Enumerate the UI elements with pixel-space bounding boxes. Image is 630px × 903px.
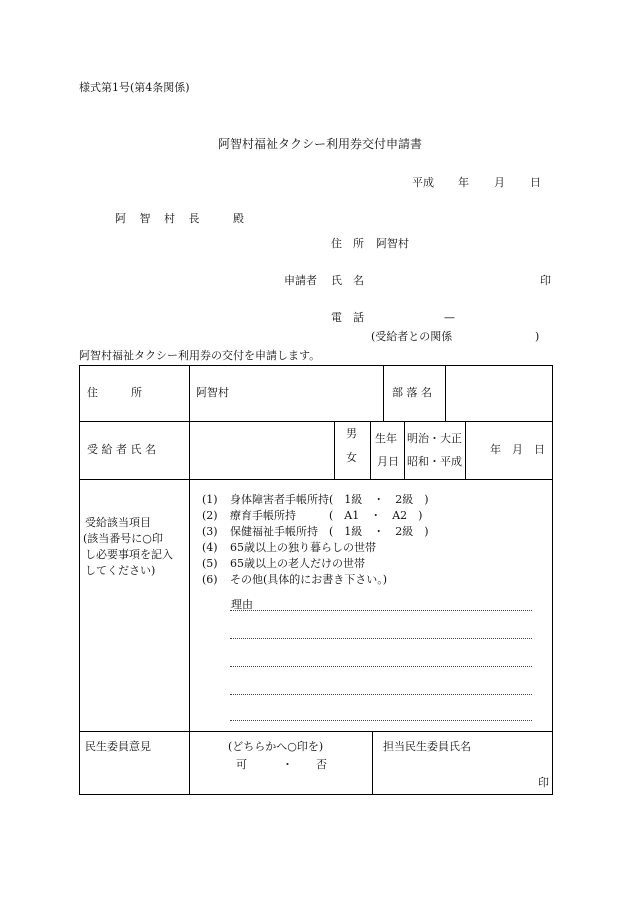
era-option-2: 昭和・平成: [407, 455, 462, 468]
eligibility-label-line4: してください): [85, 564, 156, 577]
column-divider: [465, 421, 466, 479]
form-number: 様式第1号(第4条関係): [79, 81, 190, 94]
row-divider: [80, 479, 552, 480]
choice-approve: 可: [236, 758, 247, 771]
applicant-address-label: 住 所: [331, 237, 364, 250]
committee-member-seal: 印: [538, 776, 549, 789]
applicant-name-label: 氏 名: [331, 274, 364, 287]
date-day: 日: [530, 176, 541, 189]
addressee-honorific: 殿: [233, 212, 244, 225]
committee-opinion-label: 民生委員意見: [85, 740, 151, 753]
item-number: (4): [202, 541, 218, 554]
row-divider: [80, 731, 552, 732]
item-text: 身体障害者手帳所持( 1級 ・ 2級 ): [230, 493, 429, 506]
eligibility-item: [202, 525, 429, 538]
committee-member-name-label: 担当民生委員氏名: [383, 740, 471, 753]
eligibility-item: [202, 573, 388, 586]
address-label-cell: 住 所: [87, 386, 142, 399]
reason-label: 理由: [231, 598, 253, 611]
item-number: (3): [202, 525, 218, 538]
column-divider: [404, 421, 405, 479]
choice-separator: ・: [282, 758, 293, 771]
era-option-1: 明治・大正: [407, 432, 462, 445]
reason-line: [230, 720, 532, 721]
birth-label-line2: 月日: [377, 455, 399, 468]
column-divider: [334, 421, 335, 479]
relation-open: (受給者との関係: [371, 330, 453, 343]
reason-line: [230, 610, 532, 611]
item-text: その他(具体的にお書き下さい。): [230, 573, 388, 586]
row-divider: [80, 421, 552, 422]
applicant-seal: 印: [540, 274, 551, 287]
recipient-name-label: 受 給 者 氏 名: [87, 443, 156, 456]
applicant-phone-dash: —: [444, 311, 455, 324]
eligibility-label-line2: (該当番号に○印: [83, 532, 163, 545]
relation-close: ): [535, 330, 540, 343]
hamlet-label-cell: 部 落 名: [392, 386, 432, 399]
sex-female: 女: [346, 451, 357, 464]
item-text: 保健福祉手帳所持 ( 1級 ・ 2級 ): [230, 525, 429, 538]
label-column-divider: [189, 366, 190, 794]
item-number: (1): [202, 493, 218, 506]
eligibility-item: [202, 541, 376, 554]
applicant-role: 申請者: [284, 274, 317, 287]
application-statement: 阿智村福祉タクシー利用券の交付を申請します。: [79, 349, 321, 362]
date-era: 平成: [412, 176, 434, 189]
reason-line: [230, 638, 532, 639]
document-title: 阿智村福祉タクシー利用券交付申請書: [218, 137, 423, 151]
choice-reject: 否: [316, 758, 327, 771]
eligibility-item: [202, 557, 365, 570]
birth-date-fields: 年 月 日: [490, 443, 545, 456]
item-text: 療育手帳所持 ( A1 ・ A2 ): [230, 509, 423, 522]
item-number: (5): [202, 557, 218, 570]
eligibility-item: [202, 493, 429, 506]
eligibility-label-line3: し必要事項を記入: [85, 548, 173, 561]
item-text: 65歳以上の独り暮らしの世帯: [230, 541, 376, 554]
addressee-name: 阿 智 村 長: [115, 212, 205, 225]
birth-label-line1: 生年: [375, 432, 397, 445]
sex-male: 男: [346, 427, 357, 440]
applicant-phone-label: 電 話: [331, 311, 364, 324]
date-month: 月: [494, 176, 505, 189]
reason-line: [230, 666, 532, 667]
item-text: 65歳以上の老人だけの世帯: [230, 557, 365, 570]
applicant-address-value: 阿智村: [376, 237, 409, 250]
item-number: (6): [202, 573, 218, 586]
address-value-cell: 阿智村: [196, 386, 229, 399]
date-year: 年: [458, 176, 469, 189]
choice-instruction: (どちらかへ○印を): [228, 740, 324, 753]
item-number: (2): [202, 509, 218, 522]
column-divider: [370, 421, 371, 479]
eligibility-label-line1: 受給該当項目: [85, 516, 151, 529]
column-divider: [445, 366, 446, 421]
reason-line: [230, 694, 532, 695]
application-form-table: [79, 365, 553, 795]
column-divider: [383, 366, 384, 421]
column-divider: [372, 731, 373, 794]
eligibility-item: [202, 509, 423, 522]
